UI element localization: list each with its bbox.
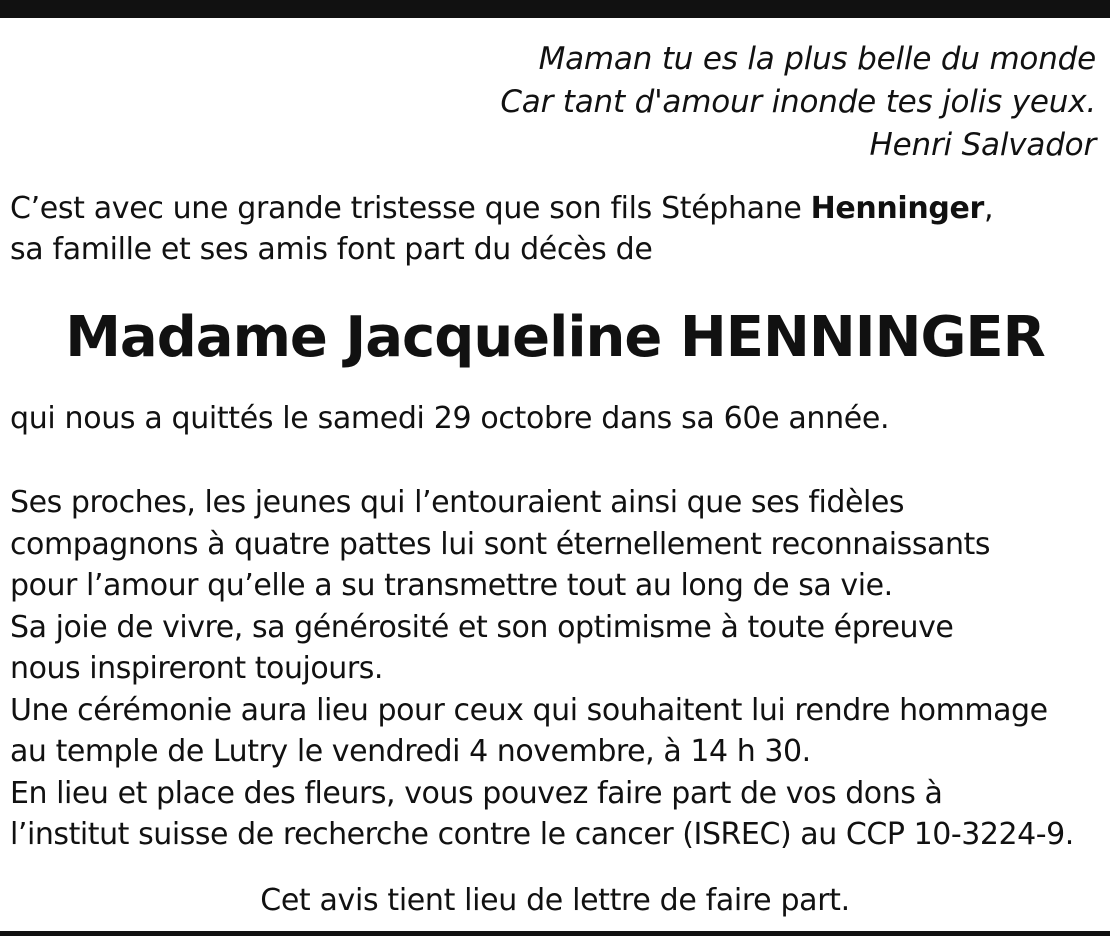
body-line: nous inspireront toujours. xyxy=(10,651,384,686)
body-line: Ses proches, les jeunes qui l’entouraient ainsi que ses fidèles xyxy=(10,485,905,520)
announcement-line-1 xyxy=(10,188,1090,229)
quote-author: Henri Salvador xyxy=(869,127,1096,163)
quote-line-1: Maman tu es la plus belle du monde xyxy=(538,41,1096,77)
quote-line-2: Car tant d'amour inonde tes jolis yeux. xyxy=(500,84,1096,120)
body-line: au temple de Lutry le vendredi 4 novembre, à 14 h 30. xyxy=(10,734,811,769)
bottom-border-rule xyxy=(0,931,1110,936)
body-line: En lieu et place des fleurs, vous pouvez faire part de vos dons à xyxy=(10,775,943,811)
son-surname: Henninger xyxy=(810,191,984,226)
top-border-rule xyxy=(0,0,1110,18)
body-line: pour l’amour qu’elle a su transmettre tout au long de sa vie. xyxy=(10,568,893,603)
body-line: Sa joie de vivre, sa générosité et son optimisme à toute épreuve xyxy=(10,609,954,645)
tribute-body xyxy=(10,482,1100,856)
body-line: Une cérémonie aura lieu pour ceux qui souhaitent lui rendre hommage xyxy=(10,692,1048,728)
announcement-prefix: C’est avec une grande tristesse que son fils Stéphane xyxy=(10,191,811,226)
announcement-comma: , xyxy=(983,191,994,226)
body-line: compagnons à quatre pattes lui sont éternellement reconnaissants xyxy=(10,526,991,562)
deceased-name-heading: Madame Jacqueline HENNINGER xyxy=(65,305,1045,370)
death-date-line: qui nous a quittés le samedi 29 octobre dans sa 60e année. xyxy=(10,401,890,436)
epigraph-quote xyxy=(336,38,1096,167)
closing-statement: Cet avis tient lieu de lettre de faire part. xyxy=(260,883,850,918)
announcement-line-2: sa famille et ses amis font part du décès de xyxy=(10,232,653,267)
body-line: l’institut suisse de recherche contre le cancer (ISREC) au CCP 10-3224-9. xyxy=(10,817,1074,852)
announcement-paragraph xyxy=(10,188,1090,270)
